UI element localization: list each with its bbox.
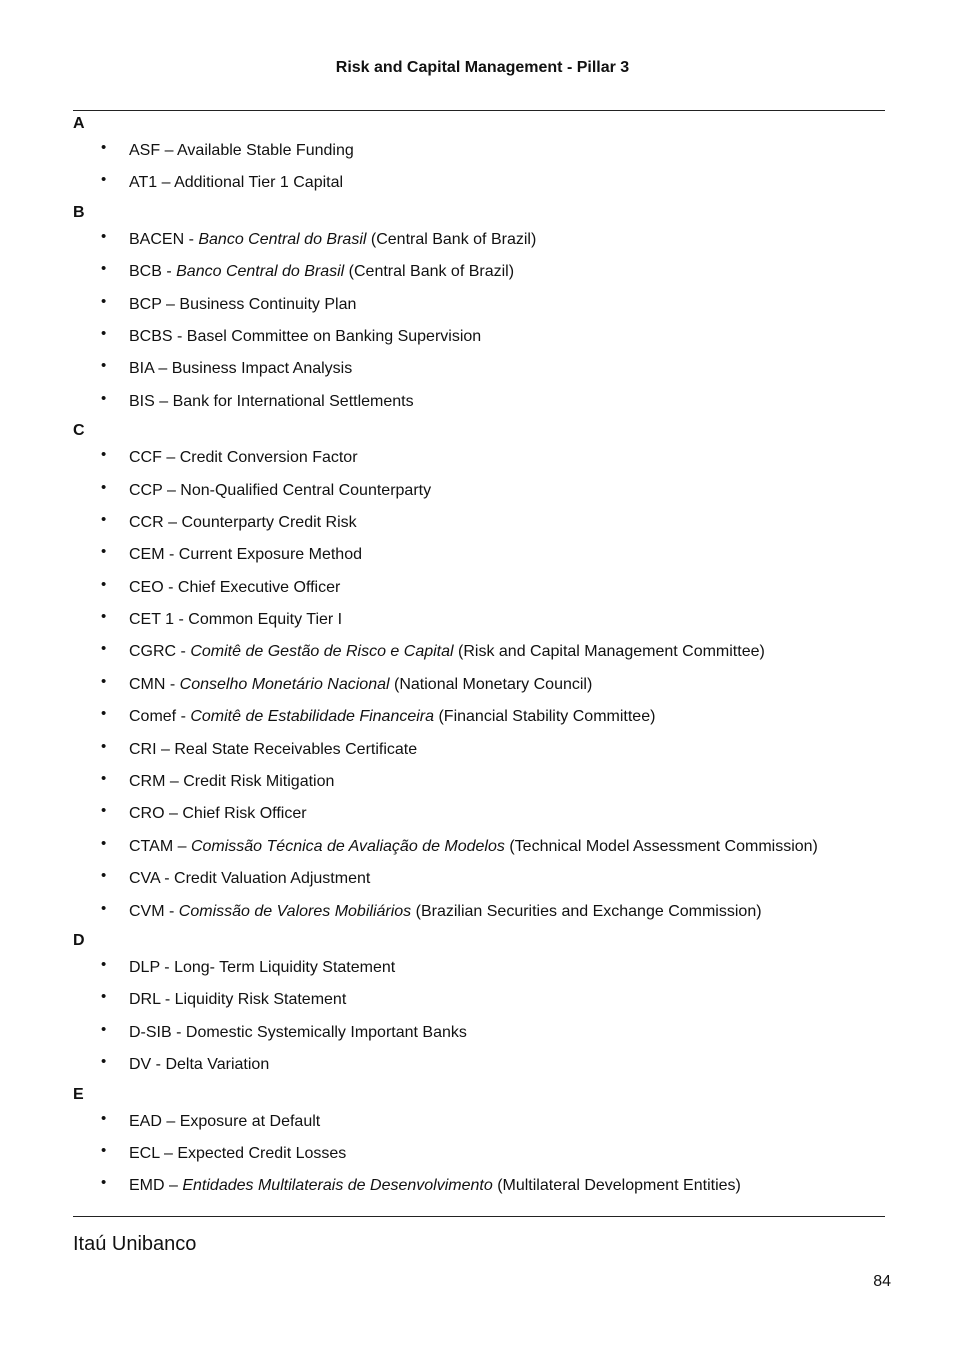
term-separator: - xyxy=(160,991,175,1009)
bullet-icon: • xyxy=(101,672,107,690)
term-definition: Basel Committee on Banking Supervision xyxy=(186,327,482,345)
term-abbr: BCP xyxy=(129,295,162,313)
bullet-icon: • xyxy=(101,446,107,464)
term-item xyxy=(73,1049,885,1081)
bullet-icon: • xyxy=(101,1109,107,1127)
term-abbr: DLP xyxy=(129,958,160,976)
term-separator: - xyxy=(161,263,177,281)
term-abbr: Comef xyxy=(129,708,177,726)
term-item xyxy=(73,896,885,928)
term-definition: Credit Conversion Factor xyxy=(179,449,358,467)
term-definition: Bank for International Settlements xyxy=(172,392,414,410)
term-definition: (Risk and Capital Management Committee) xyxy=(453,643,765,661)
term-separator: – xyxy=(165,773,184,791)
term-definition: (Central Bank of Brazil) xyxy=(344,263,515,281)
term-separator: - xyxy=(151,1056,166,1074)
footer-company-name: Itaú Unibanco xyxy=(73,1233,197,1255)
term-definition: Chief Executive Officer xyxy=(177,578,341,596)
term-list xyxy=(73,442,885,928)
term-abbr: DRL xyxy=(129,991,161,1009)
term-item xyxy=(73,539,885,571)
term-item xyxy=(73,701,885,733)
term-abbr: CRM xyxy=(129,773,166,791)
term-definition: Chief Risk Officer xyxy=(182,805,307,823)
term-definition: Common Equity Tier I xyxy=(188,611,343,629)
term-definition: Available Stable Funding xyxy=(177,142,354,159)
term-abbr: ECL xyxy=(129,1144,160,1162)
glossary xyxy=(73,111,885,1203)
term-abbr: ASF xyxy=(129,142,161,159)
term-separator: – xyxy=(164,1177,183,1195)
term-separator: – xyxy=(154,392,173,410)
bullet-icon: • xyxy=(101,988,107,1006)
term-separator: – xyxy=(161,449,180,467)
glossary-section-d xyxy=(73,930,885,1082)
term-separator: – xyxy=(160,142,178,159)
term-separator: - xyxy=(184,230,199,248)
term-separator: - xyxy=(164,902,179,920)
term-separator: – xyxy=(157,174,175,192)
glossary-section-c xyxy=(73,420,885,928)
term-item xyxy=(73,766,885,798)
term-item xyxy=(73,1017,885,1049)
bullet-icon: • xyxy=(101,357,107,375)
term-abbr: CET 1 xyxy=(129,611,175,629)
bullet-icon: • xyxy=(101,834,107,852)
term-item xyxy=(73,863,885,895)
term-separator: - xyxy=(163,578,178,596)
term-item xyxy=(73,224,885,256)
term-definition: (Multilateral Development Entities) xyxy=(492,1177,741,1195)
bullet-icon: • xyxy=(101,705,107,723)
term-definition: Long- Term Liquidity Statement xyxy=(174,958,396,976)
term-abbr: EAD xyxy=(129,1112,162,1130)
section-letter: C xyxy=(73,422,85,440)
term-abbr: AT1 xyxy=(129,174,158,192)
term-definition: (Central Bank of Brazil) xyxy=(366,230,537,248)
section-letter: B xyxy=(73,203,85,221)
bullet-icon: • xyxy=(101,1174,107,1192)
term-item xyxy=(73,1106,885,1138)
term-definition: Business Continuity Plan xyxy=(179,295,357,313)
term-item xyxy=(73,798,885,830)
bullet-icon: • xyxy=(101,899,107,917)
section-letter: E xyxy=(73,1085,84,1103)
term-list xyxy=(73,1106,885,1203)
bullet-icon: • xyxy=(101,139,107,156)
term-abbr: BCBS xyxy=(129,327,173,345)
page-number: 84 xyxy=(873,1273,891,1290)
term-separator: – xyxy=(164,805,183,823)
term-abbr: CMN xyxy=(129,675,166,693)
term-abbr: CVM xyxy=(129,902,165,920)
term-abbr: CGRC xyxy=(129,643,177,661)
term-list xyxy=(73,135,885,200)
term-abbr: D-SIB xyxy=(129,1023,172,1041)
term-abbr: CRI xyxy=(129,740,157,758)
term-item xyxy=(73,1138,885,1170)
term-abbr: BIS xyxy=(129,392,155,410)
term-italic: Conselho Monetário Nacional xyxy=(179,675,390,693)
term-item xyxy=(73,442,885,474)
term-separator: – xyxy=(153,360,172,378)
term-item xyxy=(73,475,885,507)
term-separator: – xyxy=(161,1112,180,1130)
term-definition: Credit Valuation Adjustment xyxy=(174,870,371,888)
term-italic: Comitê de Gestão de Risco e Capital xyxy=(190,643,454,661)
term-separator: – xyxy=(161,295,180,313)
term-separator: - xyxy=(174,611,189,629)
term-abbr: EMD xyxy=(129,1177,165,1195)
section-letter: A xyxy=(73,115,85,132)
term-item xyxy=(73,289,885,321)
term-item xyxy=(73,167,885,199)
term-separator: – xyxy=(163,513,182,531)
term-abbr: CVA xyxy=(129,870,160,888)
term-item xyxy=(73,636,885,668)
term-italic: Comissão de Valores Mobiliários xyxy=(178,902,412,920)
glossary-section-b xyxy=(73,202,885,418)
term-italic: Banco Central do Brasil xyxy=(176,263,345,281)
bullet-icon: • xyxy=(101,640,107,658)
term-definition: Expected Credit Losses xyxy=(177,1144,347,1162)
term-definition: Business Impact Analysis xyxy=(171,360,353,378)
glossary-section-a xyxy=(73,113,885,200)
term-italic: Banco Central do Brasil xyxy=(198,230,367,248)
term-list xyxy=(73,224,885,418)
term-definition: Counterparty Credit Risk xyxy=(181,513,357,531)
term-separator: - xyxy=(171,1023,186,1041)
term-abbr: DV xyxy=(129,1056,152,1074)
bullet-icon: • xyxy=(101,260,107,278)
term-definition: (Brazilian Securities and Exchange Commission) xyxy=(411,902,762,920)
term-abbr: CCP xyxy=(129,481,163,499)
page-title: Risk and Capital Management - Pillar 3 xyxy=(335,59,630,76)
term-item xyxy=(73,1170,885,1202)
bullet-icon: • xyxy=(101,867,107,885)
term-italic: Entidades Multilaterais de Desenvolvimento xyxy=(182,1177,493,1195)
term-definition: (National Monetary Council) xyxy=(389,675,593,693)
bullet-icon: • xyxy=(101,171,107,189)
term-separator: – xyxy=(156,740,175,758)
term-separator: - xyxy=(172,327,187,345)
term-definition: Domestic Systemically Important Banks xyxy=(185,1023,467,1041)
bullet-icon: • xyxy=(101,543,107,561)
bullet-icon: • xyxy=(101,389,107,407)
term-item xyxy=(73,734,885,766)
term-item xyxy=(73,984,885,1016)
term-definition: Non-Qualified Central Counterparty xyxy=(180,481,432,499)
bullet-icon: • xyxy=(101,227,107,245)
term-abbr: CTAM xyxy=(129,837,174,855)
term-separator: - xyxy=(165,675,180,693)
term-item xyxy=(73,256,885,288)
bullet-icon: • xyxy=(101,770,107,788)
bullet-icon: • xyxy=(101,292,107,310)
term-definition: Liquidity Risk Statement xyxy=(174,991,347,1009)
term-item xyxy=(73,386,885,418)
term-definition: Real State Receivables Certificate xyxy=(174,740,418,758)
term-definition: (Technical Model Assessment Commission) xyxy=(504,837,818,855)
term-item xyxy=(73,135,885,167)
term-separator: – xyxy=(173,837,191,855)
bullet-icon: • xyxy=(101,575,107,593)
term-separator: - xyxy=(176,708,191,726)
term-separator: - xyxy=(159,958,175,976)
term-item xyxy=(73,831,885,863)
term-abbr: CCR xyxy=(129,513,164,531)
term-abbr: BIA xyxy=(129,360,154,378)
bullet-icon: • xyxy=(101,1053,107,1071)
term-separator: – xyxy=(162,481,181,499)
term-abbr: CCF xyxy=(129,449,162,467)
term-item xyxy=(73,669,885,701)
term-abbr: BACEN xyxy=(129,230,185,248)
term-separator: – xyxy=(159,1144,178,1162)
bullet-icon: • xyxy=(101,608,107,626)
bullet-icon: • xyxy=(101,1020,107,1038)
term-definition: Exposure at Default xyxy=(179,1112,321,1130)
term-definition: Current Exposure Method xyxy=(178,546,362,564)
term-abbr: BCB xyxy=(129,263,162,281)
term-item xyxy=(73,507,885,539)
term-definition: Delta Variation xyxy=(165,1056,270,1074)
term-italic: Comitê de Estabilidade Financeira xyxy=(190,708,435,726)
bullet-icon: • xyxy=(101,955,107,973)
term-definition: (Financial Stability Committee) xyxy=(434,708,656,726)
term-list xyxy=(73,952,885,1082)
term-item xyxy=(73,353,885,385)
term-item xyxy=(73,604,885,636)
term-abbr: CRO xyxy=(129,805,165,823)
term-separator: - xyxy=(159,870,175,888)
glossary-section-e xyxy=(73,1084,885,1203)
term-abbr: CEO xyxy=(129,578,164,596)
section-letter: D xyxy=(73,931,85,949)
bullet-icon: • xyxy=(101,324,107,342)
term-abbr: CEM xyxy=(129,546,165,564)
term-definition: Additional Tier 1 Capital xyxy=(174,174,344,192)
term-item xyxy=(73,952,885,984)
bullet-icon: • xyxy=(101,802,107,820)
bullet-icon: • xyxy=(101,478,107,496)
term-item xyxy=(73,572,885,604)
term-separator: - xyxy=(164,546,179,564)
bullet-icon: • xyxy=(101,510,107,528)
term-item xyxy=(73,321,885,353)
bullet-icon: • xyxy=(101,737,107,755)
term-italic: Comissão Técnica de Avaliação de Modelos xyxy=(190,837,505,855)
term-separator: - xyxy=(176,643,191,661)
footer-divider xyxy=(73,1216,885,1217)
term-definition: Credit Risk Mitigation xyxy=(183,773,335,791)
bullet-icon: • xyxy=(101,1141,107,1159)
